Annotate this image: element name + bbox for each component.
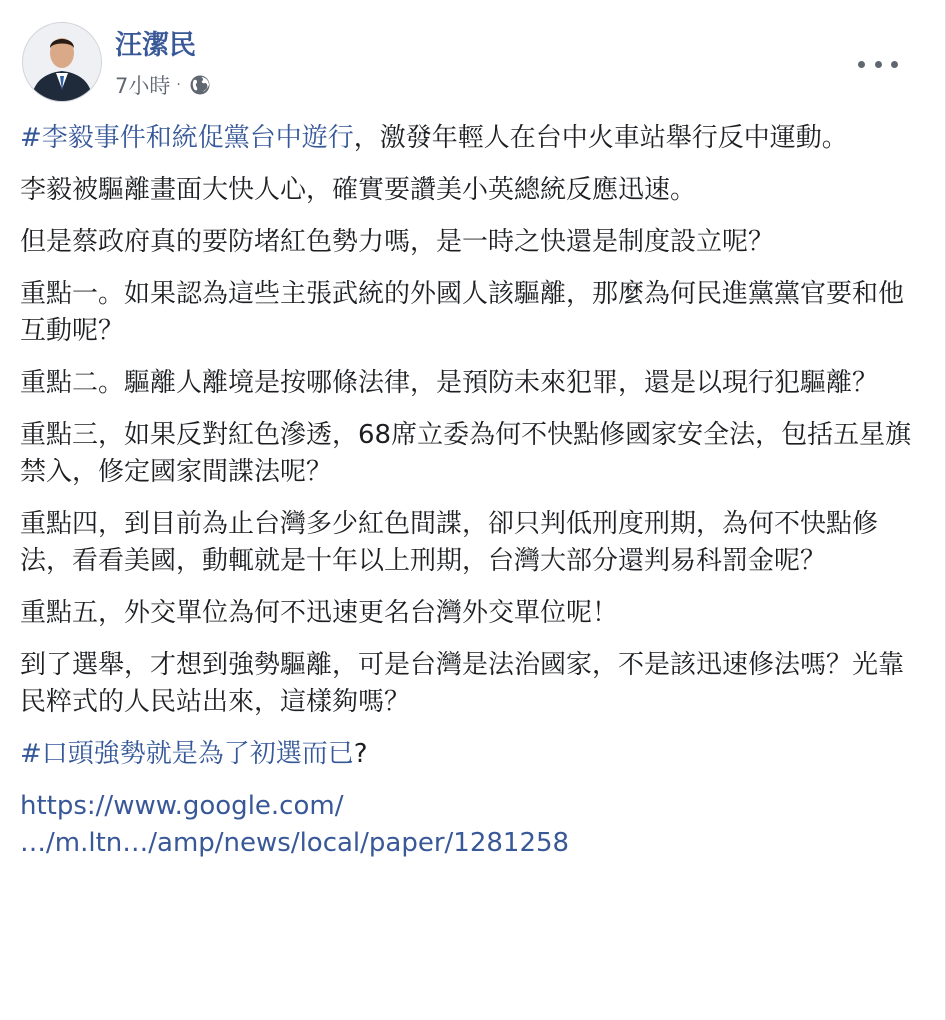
post-paragraph: 重點四，到目前為止台灣多少紅色間諜，卻只判低刑度刑期，為何不快點修法，看看美國，動輒就是十年以上刑期，台灣大部分還判易科罰金呢？ [20, 509, 879, 576]
post-link-paragraph [20, 788, 925, 862]
external-link-line-2[interactable]: …/m.ltn…/amp/news/local/paper/1281258 [20, 828, 570, 858]
external-link-line-1[interactable]: https://www.google.com/ [20, 791, 344, 821]
post-paragraph: 重點三，如果反對紅色滲透，68席立委為何不快點修國家安全法，包括五星旗禁入，修定國家間諜法呢？ [20, 420, 912, 487]
profile-photo [23, 23, 101, 101]
more-dot [875, 61, 882, 68]
post-timestamp[interactable]: 7小時 [115, 74, 171, 98]
post-header [22, 22, 922, 106]
post-paragraph: 李毅被驅離畫面大快人心，確實要讚美小英總統反應迅速。 [20, 175, 697, 205]
globe-icon[interactable] [189, 74, 211, 96]
post-paragraph: 重點二。驅離人離境是按哪條法律，是預防未來犯罪，還是以現行犯驅離？ [20, 368, 879, 398]
author-name[interactable]: 汪潔民 [115, 30, 196, 61]
hashtag-link[interactable]: #口頭強勢就是為了初選而已 [20, 739, 354, 769]
post-meta [115, 72, 211, 98]
more-options-icon[interactable] [858, 52, 898, 76]
more-dot [891, 61, 898, 68]
hashtag-suffix: ? [353, 739, 368, 769]
post-paragraph [20, 120, 925, 157]
post-paragraph: 到了選舉，才想到強勢驅離，可是台灣是法治國家，不是該迅速修法嗎？光靠民粹式的人民站出來，這樣夠嗎？ [20, 650, 905, 717]
post-paragraph: 重點一。如果認為這些主張武統的外國人該驅離，那麼為何民進黨黨官要和他互動呢？ [20, 279, 905, 346]
post-paragraph [20, 736, 925, 773]
post-body [20, 120, 925, 877]
paragraph-text: ，激發年輕人在台中火車站舉行反中運動。 [353, 123, 848, 153]
post-paragraph: 但是蔡政府真的要防堵紅色勢力嗎，是一時之快還是制度設立呢？ [20, 227, 775, 257]
more-dot [858, 61, 865, 68]
hashtag-link[interactable]: #李毅事件和統促黨台中遊行 [20, 123, 354, 153]
meta-separator: · [176, 77, 181, 93]
post-paragraph: 重點五，外交單位為何不迅速更名台灣外交單位呢！ [20, 598, 619, 628]
avatar[interactable] [22, 22, 102, 102]
